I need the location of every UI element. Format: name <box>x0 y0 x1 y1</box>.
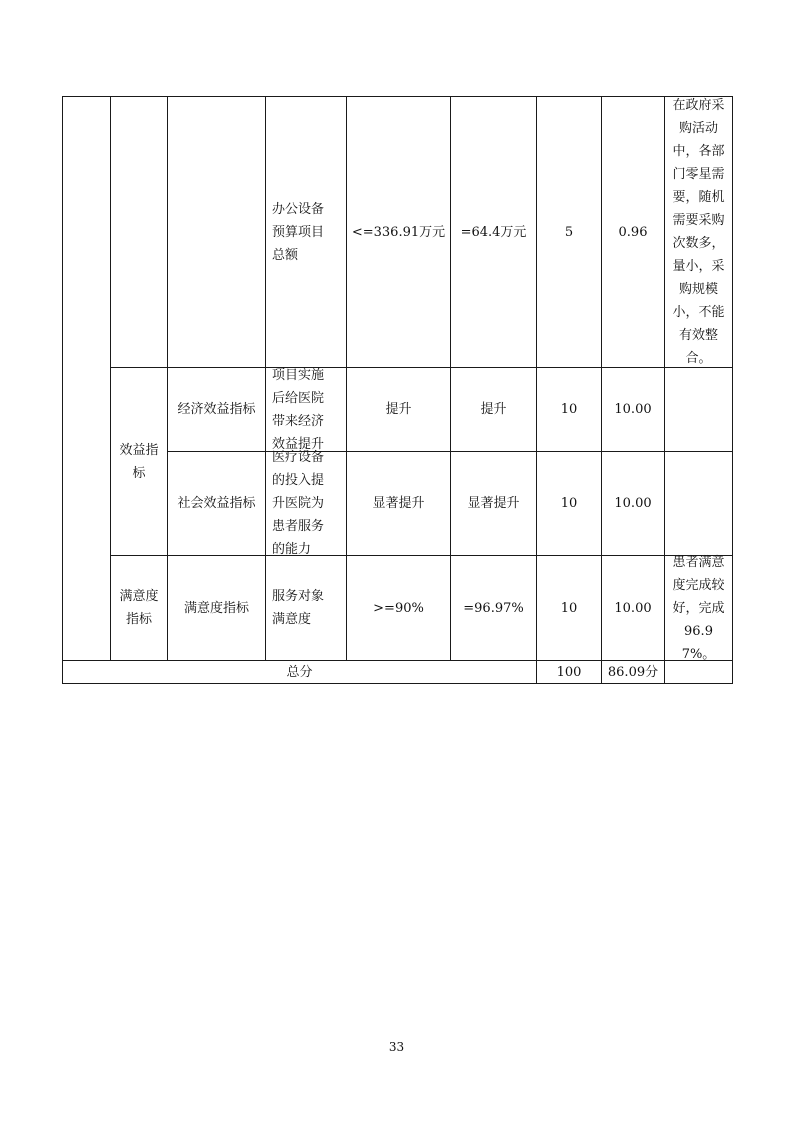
cell-text: 86.09分 <box>607 664 659 680</box>
cell-text: 医疗设备的投入提升医院为患者服务的能力 <box>272 450 325 557</box>
cell-weight <box>537 556 601 660</box>
cell-text: 显著提升 <box>467 496 520 511</box>
cell-remark <box>665 452 732 555</box>
cell-weight <box>537 97 601 367</box>
cell-text: 提升 <box>385 402 412 417</box>
cell-indicator <box>266 556 346 660</box>
table-border-left <box>62 96 63 684</box>
cell-text: 10 <box>560 600 578 616</box>
cell-score <box>602 97 664 367</box>
cell-target <box>347 452 450 555</box>
cell-secondary-category <box>168 368 265 451</box>
cell-indicator <box>266 452 346 555</box>
cell-score <box>602 661 664 683</box>
cell-primary-category <box>111 368 167 555</box>
cell-text: <=336.91万元 <box>351 224 446 240</box>
cell-actual <box>451 368 536 451</box>
cell-text: 总分 <box>286 664 313 680</box>
cell-text: 在政府采购活动中，各部门零星需要，随机需要采购次数多，量小，采购规模小，不能有效整合。 <box>672 98 725 366</box>
cell-text: 患者满意度完成较好，完成96.97%。 <box>672 554 725 662</box>
cell-text: 社会效益指标 <box>177 496 256 511</box>
cell-secondary-category <box>168 452 265 555</box>
cell-text: 5 <box>564 224 574 240</box>
cell-weight <box>537 452 601 555</box>
cell-text: >=90% <box>373 600 424 616</box>
cell-indicator <box>266 368 346 451</box>
cell-text: 提升 <box>480 402 507 417</box>
cell-remark <box>665 97 732 367</box>
page-number: 33 <box>388 1040 405 1054</box>
cell-primary-category <box>111 556 167 660</box>
cell-secondary-category <box>168 556 265 660</box>
cell-weight <box>537 368 601 451</box>
cell-actual <box>451 556 536 660</box>
cell-score <box>602 368 664 451</box>
cell-score <box>602 452 664 555</box>
cell-text: 经济效益指标 <box>177 402 256 417</box>
cell-text: =64.4万元 <box>460 224 527 240</box>
cell-text: 10.00 <box>614 496 652 511</box>
cell-weight <box>537 661 601 683</box>
cell-text: 0.96 <box>618 224 648 240</box>
cell-text: 服务对象满意度 <box>272 589 325 627</box>
cell-total-label <box>63 661 536 683</box>
table-border-right <box>732 96 733 684</box>
cell-text: 显著提升 <box>372 496 425 511</box>
cell-text: 满意度指标 <box>119 589 159 627</box>
cell-remark <box>665 368 732 451</box>
cell-text: 办公设备预算项目总额 <box>272 201 325 263</box>
cell-text: 10.00 <box>614 402 652 417</box>
cell-text: 满意度指标 <box>183 600 249 616</box>
cell-text: 效益指标 <box>119 442 159 481</box>
cell-text: 10 <box>560 402 578 417</box>
cell-remark <box>665 661 732 683</box>
cell-text: =96.97% <box>463 600 524 616</box>
cell-target <box>347 556 450 660</box>
cell-actual <box>451 452 536 555</box>
cell-target <box>347 368 450 451</box>
cell-target <box>347 97 450 367</box>
cell-score <box>602 556 664 660</box>
cell-text: 项目实施后给医院带来经济效益提升 <box>272 367 325 452</box>
cell-text: 10.00 <box>614 600 652 616</box>
cell-remark <box>665 556 732 660</box>
cell-text: 100 <box>556 664 582 680</box>
cell-text: 10 <box>560 496 578 511</box>
cell-indicator <box>266 97 346 367</box>
cell-actual <box>451 97 536 367</box>
